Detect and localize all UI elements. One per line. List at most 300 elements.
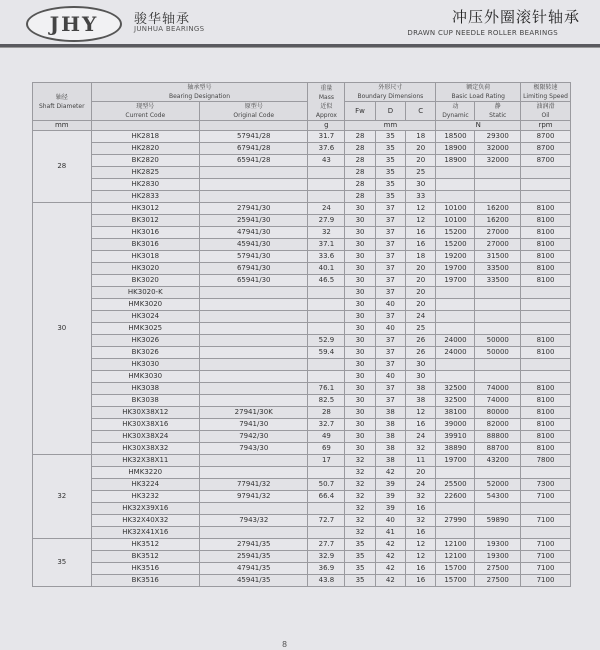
mass-cell: 82.5 — [308, 395, 345, 407]
original-code-cell: 45941/30 — [200, 239, 308, 251]
d-cell: 41 — [375, 527, 405, 539]
fw-cell: 30 — [345, 311, 375, 323]
fw-cell: 30 — [345, 227, 375, 239]
shaft-diameter-cell: 35 — [33, 539, 92, 587]
dynamic-load-cell: 18900 — [436, 155, 475, 167]
original-code-cell — [200, 299, 308, 311]
mass-cell: 32 — [308, 227, 345, 239]
original-code-cell: 7943/30 — [200, 443, 308, 455]
speed-cell — [521, 359, 571, 371]
load-rating-header: 额定负荷 Basic Load Rating — [436, 83, 521, 102]
current-code-cell: HK3026 — [91, 335, 199, 347]
d-cell: 38 — [375, 419, 405, 431]
c-cell: 18 — [406, 131, 436, 143]
static-load-cell — [475, 323, 521, 335]
static-load-cell — [475, 311, 521, 323]
original-code-cell: 27941/30K — [200, 407, 308, 419]
mass-cell — [308, 191, 345, 203]
fw-cell: 28 — [345, 191, 375, 203]
dynamic-load-cell: 19200 — [436, 251, 475, 263]
speed-cell — [521, 287, 571, 299]
table-row — [33, 203, 571, 215]
fw-cell: 30 — [345, 203, 375, 215]
speed-cell — [521, 371, 571, 383]
dynamic-load-cell — [436, 467, 475, 479]
d-cell: 37 — [375, 275, 405, 287]
speed-cell: 8100 — [521, 347, 571, 359]
table-row — [33, 179, 571, 191]
speed-unit: rpm — [521, 121, 571, 131]
d-cell: 42 — [375, 551, 405, 563]
fw-cell: 30 — [345, 323, 375, 335]
c-cell: 12 — [406, 407, 436, 419]
d-cell: 39 — [375, 503, 405, 515]
static-load-cell: 74000 — [475, 383, 521, 395]
original-code-cell: 7941/30 — [200, 419, 308, 431]
original-code-cell: 45941/35 — [200, 575, 308, 587]
original-code-cell: 47941/35 — [200, 563, 308, 575]
boundary-dimensions-header: 外形尺寸 Boundary Dimensions — [345, 83, 436, 102]
page-header — [0, 0, 600, 48]
mass-cell: 72.7 — [308, 515, 345, 527]
original-code-cell — [200, 527, 308, 539]
dynamic-load-cell: 15200 — [436, 227, 475, 239]
load-unit: N — [436, 121, 521, 131]
c-cell: 30 — [406, 179, 436, 191]
c-cell: 25 — [406, 167, 436, 179]
d-cell: 37 — [375, 227, 405, 239]
fw-cell: 30 — [345, 407, 375, 419]
static-load-cell — [475, 503, 521, 515]
table-row — [33, 131, 571, 143]
dynamic-load-cell — [436, 191, 475, 203]
table-row — [33, 335, 571, 347]
c-cell: 16 — [406, 575, 436, 587]
d-cell: 42 — [375, 575, 405, 587]
current-code-cell: HMK3025 — [91, 323, 199, 335]
fw-cell: 30 — [345, 443, 375, 455]
table-row — [33, 467, 571, 479]
table-row — [33, 323, 571, 335]
table-row — [33, 479, 571, 491]
fw-cell: 28 — [345, 179, 375, 191]
static-load-cell: 50000 — [475, 335, 521, 347]
table-row — [33, 143, 571, 155]
c-cell: 12 — [406, 551, 436, 563]
d-cell: 35 — [375, 167, 405, 179]
bearing-designation-header: 轴承型号 Bearing Designation — [91, 83, 308, 102]
speed-cell: 8700 — [521, 143, 571, 155]
table-row — [33, 227, 571, 239]
d-cell: 39 — [375, 491, 405, 503]
d-cell: 37 — [375, 311, 405, 323]
fw-cell: 35 — [345, 563, 375, 575]
static-load-cell: 33500 — [475, 275, 521, 287]
c-cell: 16 — [406, 503, 436, 515]
original-code-cell — [200, 371, 308, 383]
dynamic-load-cell: 22600 — [436, 491, 475, 503]
company-name-en: JUNHUA BEARINGS — [134, 25, 205, 33]
d-cell: 37 — [375, 239, 405, 251]
dynamic-load-cell: 19700 — [436, 263, 475, 275]
catalog-title-cn: 冲压外圈滚针轴承 — [451, 8, 580, 26]
table-row — [33, 167, 571, 179]
c-cell: 16 — [406, 563, 436, 575]
table-row — [33, 299, 571, 311]
table-body — [33, 131, 571, 587]
speed-cell: 7100 — [521, 575, 571, 587]
dynamic-load-cell — [436, 167, 475, 179]
c-cell: 20 — [406, 467, 436, 479]
c-cell: 24 — [406, 479, 436, 491]
d-cell: 35 — [375, 179, 405, 191]
static-load-cell: 52000 — [475, 479, 521, 491]
c-cell: 26 — [406, 335, 436, 347]
speed-cell — [521, 323, 571, 335]
current-code-cell: BK3026 — [91, 347, 199, 359]
static-load-cell: 19300 — [475, 551, 521, 563]
original-code-cell: 97941/32 — [200, 491, 308, 503]
fw-cell: 30 — [345, 263, 375, 275]
c-cell: 32 — [406, 491, 436, 503]
current-code-header: 现型号 Current Code — [91, 102, 199, 121]
fw-cell: 30 — [345, 419, 375, 431]
fw-cell: 30 — [345, 347, 375, 359]
table-row — [33, 455, 571, 467]
static-load-cell: 88700 — [475, 443, 521, 455]
dynamic-load-cell: 27990 — [436, 515, 475, 527]
speed-cell: 8700 — [521, 155, 571, 167]
original-code-cell — [200, 347, 308, 359]
speed-cell — [521, 179, 571, 191]
dynamic-load-cell: 25500 — [436, 479, 475, 491]
speed-cell: 7800 — [521, 455, 571, 467]
c-cell: 12 — [406, 215, 436, 227]
static-load-cell — [475, 179, 521, 191]
static-load-cell: 27000 — [475, 227, 521, 239]
c-cell: 32 — [406, 443, 436, 455]
fw-cell: 32 — [345, 479, 375, 491]
d-cell: 35 — [375, 155, 405, 167]
table-row — [33, 155, 571, 167]
c-cell: 24 — [406, 311, 436, 323]
current-code-cell: BK3512 — [91, 551, 199, 563]
static-load-cell: 54300 — [475, 491, 521, 503]
current-code-cell: HK3224 — [91, 479, 199, 491]
original-code-cell: 25941/30 — [200, 215, 308, 227]
static-load-cell — [475, 299, 521, 311]
static-load-cell — [475, 287, 521, 299]
mass-cell: 69 — [308, 443, 345, 455]
c-cell: 24 — [406, 431, 436, 443]
current-code-cell: HK32X39X16 — [91, 503, 199, 515]
d-cell: 42 — [375, 467, 405, 479]
original-code-cell — [200, 383, 308, 395]
original-code-header: 原型号 Original Code — [200, 102, 308, 121]
table-row — [33, 407, 571, 419]
dynamic-load-cell: 10100 — [436, 215, 475, 227]
d-cell: 42 — [375, 539, 405, 551]
dynamic-load-cell: 32500 — [436, 383, 475, 395]
d-cell: 37 — [375, 347, 405, 359]
c-cell: 16 — [406, 239, 436, 251]
dynamic-load-cell — [436, 503, 475, 515]
current-code-cell: HK3024 — [91, 311, 199, 323]
mass-cell: 32.7 — [308, 419, 345, 431]
mass-cell: 46.5 — [308, 275, 345, 287]
mass-cell — [308, 503, 345, 515]
mass-cell: 50.7 — [308, 479, 345, 491]
c-cell: 20 — [406, 263, 436, 275]
dynamic-load-cell: 32500 — [436, 395, 475, 407]
mass-cell — [308, 527, 345, 539]
speed-cell: 8100 — [521, 431, 571, 443]
original-code-cell — [200, 179, 308, 191]
original-code-cell: 77941/32 — [200, 479, 308, 491]
current-code-cell: HK2825 — [91, 167, 199, 179]
speed-cell: 8100 — [521, 263, 571, 275]
dynamic-load-cell: 15200 — [436, 239, 475, 251]
static-load-cell: 82000 — [475, 419, 521, 431]
dynamic-load-cell — [436, 323, 475, 335]
speed-cell — [521, 167, 571, 179]
original-code-cell: 65941/28 — [200, 155, 308, 167]
fw-cell: 30 — [345, 371, 375, 383]
mass-cell: 17 — [308, 455, 345, 467]
table-row — [33, 263, 571, 275]
original-code-cell: 7943/32 — [200, 515, 308, 527]
current-code-cell: HK3516 — [91, 563, 199, 575]
dynamic-load-cell: 19700 — [436, 455, 475, 467]
fw-cell: 28 — [345, 143, 375, 155]
fw-cell: 35 — [345, 575, 375, 587]
d-cell: 38 — [375, 443, 405, 455]
mass-cell — [308, 179, 345, 191]
d-cell: 37 — [375, 203, 405, 215]
original-code-cell — [200, 311, 308, 323]
shaft-diameter-header: 轴径 Shaft Diameter — [33, 83, 92, 121]
mass-cell: 28 — [308, 407, 345, 419]
c-cell: 38 — [406, 383, 436, 395]
c-cell: 12 — [406, 539, 436, 551]
original-code-cell: 67941/30 — [200, 263, 308, 275]
fw-cell: 32 — [345, 455, 375, 467]
mass-cell: 32.9 — [308, 551, 345, 563]
c-cell: 11 — [406, 455, 436, 467]
d-cell: 38 — [375, 455, 405, 467]
mass-cell — [308, 359, 345, 371]
speed-cell: 8100 — [521, 239, 571, 251]
mass-cell: 66.4 — [308, 491, 345, 503]
static-load-cell — [475, 359, 521, 371]
static-load-cell — [475, 371, 521, 383]
current-code-cell: HK32X41X16 — [91, 527, 199, 539]
original-code-cell — [200, 395, 308, 407]
speed-cell — [521, 191, 571, 203]
c-cell: 16 — [406, 419, 436, 431]
speed-cell: 8100 — [521, 227, 571, 239]
table-row — [33, 515, 571, 527]
static-load-cell: 27000 — [475, 239, 521, 251]
d-cell: 37 — [375, 383, 405, 395]
current-code-cell: HK30X38X12 — [91, 407, 199, 419]
d-cell: 38 — [375, 407, 405, 419]
dynamic-load-cell — [436, 527, 475, 539]
fw-cell: 28 — [345, 155, 375, 167]
mass-cell: 36.9 — [308, 563, 345, 575]
speed-cell: 7100 — [521, 515, 571, 527]
current-code-cell: HMK3020 — [91, 299, 199, 311]
original-code-cell — [200, 167, 308, 179]
original-code-cell — [200, 191, 308, 203]
c-cell: 20 — [406, 287, 436, 299]
speed-cell: 8700 — [521, 131, 571, 143]
speed-cell: 7100 — [521, 491, 571, 503]
table-row — [33, 491, 571, 503]
header-rule-thin — [0, 47, 600, 48]
d-cell: 37 — [375, 359, 405, 371]
table-row — [33, 251, 571, 263]
current-code-cell: HK2830 — [91, 179, 199, 191]
dynamic-load-cell: 39000 — [436, 419, 475, 431]
speed-cell: 8100 — [521, 395, 571, 407]
dynamic-load-cell: 15700 — [436, 575, 475, 587]
current-code-cell: HK2833 — [91, 191, 199, 203]
current-code-cell: HK3020 — [91, 263, 199, 275]
dynamic-load-cell: 18900 — [436, 143, 475, 155]
original-code-cell: 27941/35 — [200, 539, 308, 551]
mass-header: 重量 Mass 近似 Approx — [308, 83, 345, 121]
table-row — [33, 551, 571, 563]
static-load-cell: 43200 — [475, 455, 521, 467]
static-load-cell: 31500 — [475, 251, 521, 263]
mass-cell: 43 — [308, 155, 345, 167]
d-cell: 37 — [375, 335, 405, 347]
mass-cell — [308, 371, 345, 383]
table-row — [33, 275, 571, 287]
dynamic-header: 动 Dynamic — [436, 102, 475, 121]
c-cell: 18 — [406, 251, 436, 263]
mass-cell — [308, 311, 345, 323]
d-cell: 37 — [375, 215, 405, 227]
current-code-cell: HMK3220 — [91, 467, 199, 479]
original-code-cell — [200, 455, 308, 467]
d-cell: 40 — [375, 515, 405, 527]
oil-header: 油润滑 Oil — [521, 102, 571, 121]
mass-cell: 27.9 — [308, 215, 345, 227]
dynamic-load-cell: 18500 — [436, 131, 475, 143]
mass-cell: 33.6 — [308, 251, 345, 263]
current-code-cell: HK32X40X32 — [91, 515, 199, 527]
dynamic-load-cell: 15700 — [436, 563, 475, 575]
d-cell: 37 — [375, 263, 405, 275]
static-load-cell: 27500 — [475, 575, 521, 587]
table-row — [33, 563, 571, 575]
fw-cell: 32 — [345, 467, 375, 479]
original-code-cell — [200, 287, 308, 299]
current-code-cell: HK3020-K — [91, 287, 199, 299]
speed-cell — [521, 503, 571, 515]
table-row — [33, 419, 571, 431]
current-code-cell: HK30X38X24 — [91, 431, 199, 443]
fw-cell: 35 — [345, 551, 375, 563]
c-cell: 20 — [406, 155, 436, 167]
d-cell: 38 — [375, 431, 405, 443]
table-row — [33, 239, 571, 251]
d-cell: 35 — [375, 131, 405, 143]
c-cell: 30 — [406, 371, 436, 383]
fw-cell: 32 — [345, 503, 375, 515]
table-row — [33, 311, 571, 323]
original-code-cell: 47941/30 — [200, 227, 308, 239]
mass-cell: 49 — [308, 431, 345, 443]
c-cell: 12 — [406, 203, 436, 215]
original-code-cell — [200, 467, 308, 479]
dynamic-load-cell: 39910 — [436, 431, 475, 443]
static-load-cell: 16200 — [475, 203, 521, 215]
current-code-cell: HK30X38X32 — [91, 443, 199, 455]
original-code-cell: 67941/28 — [200, 143, 308, 155]
current-code-cell: HK32X38X11 — [91, 455, 199, 467]
mass-cell: 24 — [308, 203, 345, 215]
dims-unit: mm — [345, 121, 436, 131]
current-code-cell: HK3012 — [91, 203, 199, 215]
mass-cell: 37.6 — [308, 143, 345, 155]
fw-cell: 30 — [345, 239, 375, 251]
speed-cell: 8100 — [521, 383, 571, 395]
dynamic-load-cell: 24000 — [436, 347, 475, 359]
d-cell: 40 — [375, 299, 405, 311]
current-code-cell: HK3018 — [91, 251, 199, 263]
fw-cell: 28 — [345, 131, 375, 143]
d-cell: 37 — [375, 287, 405, 299]
mass-cell: 37.1 — [308, 239, 345, 251]
speed-cell: 8100 — [521, 275, 571, 287]
current-code-cell: HK3232 — [91, 491, 199, 503]
c-cell: 38 — [406, 395, 436, 407]
static-load-cell: 27500 — [475, 563, 521, 575]
current-code-cell: BK3016 — [91, 239, 199, 251]
current-code-cell: HK3038 — [91, 383, 199, 395]
fw-cell: 30 — [345, 335, 375, 347]
speed-cell: 8100 — [521, 203, 571, 215]
speed-cell: 8100 — [521, 215, 571, 227]
table-row — [33, 527, 571, 539]
table-row — [33, 215, 571, 227]
mass-cell — [308, 287, 345, 299]
static-load-cell: 19300 — [475, 539, 521, 551]
d-cell: 35 — [375, 143, 405, 155]
dynamic-load-cell: 12100 — [436, 539, 475, 551]
mass-cell: 59.4 — [308, 347, 345, 359]
table-row — [33, 383, 571, 395]
static-load-cell: 59890 — [475, 515, 521, 527]
fw-cell: 30 — [345, 431, 375, 443]
bearing-spec-table — [32, 82, 571, 587]
c-cell: 32 — [406, 515, 436, 527]
table-row — [33, 359, 571, 371]
dynamic-load-cell: 10100 — [436, 203, 475, 215]
original-code-cell: 57941/30 — [200, 251, 308, 263]
current-code-cell: HK3512 — [91, 539, 199, 551]
catalog-title-en: DRAWN CUP NEEDLE ROLLER BEARINGS — [407, 29, 558, 37]
mass-unit: g — [308, 121, 345, 131]
speed-cell — [521, 311, 571, 323]
speed-cell: 8100 — [521, 251, 571, 263]
speed-cell: 8100 — [521, 407, 571, 419]
current-code-cell: BK2820 — [91, 155, 199, 167]
current-code-cell: HK2818 — [91, 131, 199, 143]
